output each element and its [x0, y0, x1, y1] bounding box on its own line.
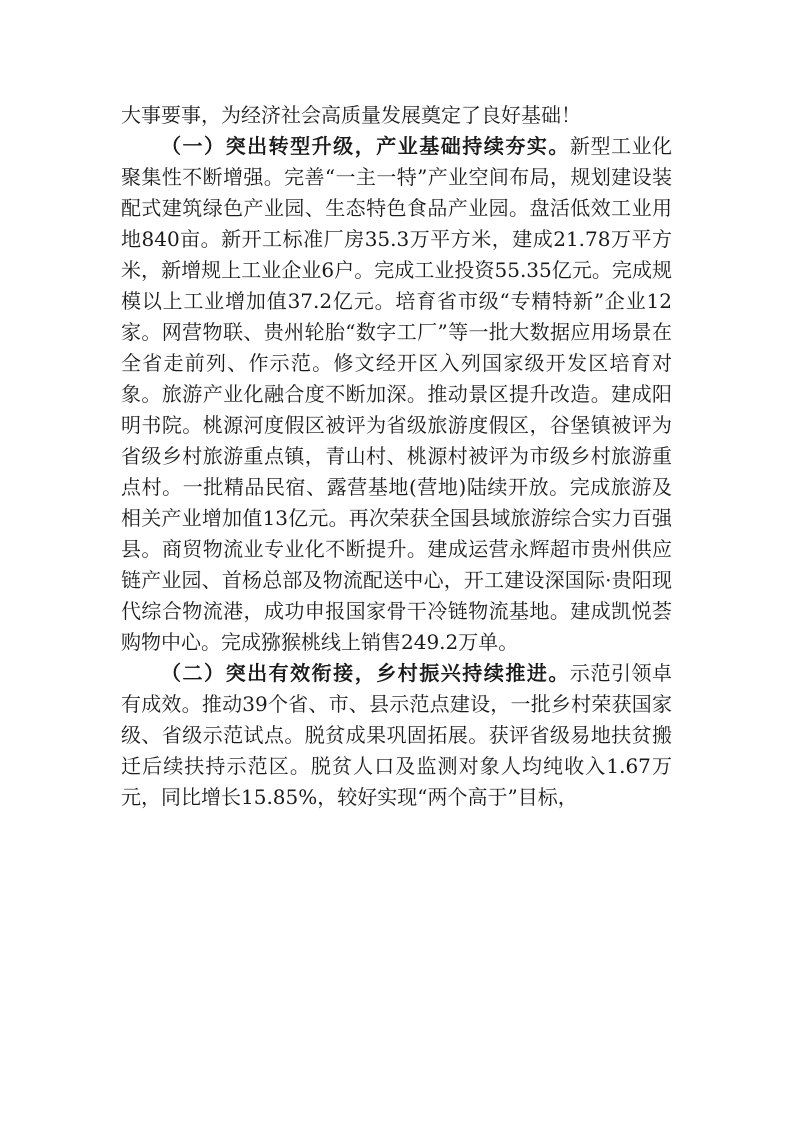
continuation-paragraph: 大事要事，为经济社会高质量发展奠定了良好基础！: [121, 103, 581, 127]
section-1-heading: （一）突出转型升级，产业基础持续夯实。: [161, 134, 570, 158]
section-2-heading: （二）突出有效衔接，乡村振兴持续推进。: [161, 661, 570, 685]
section-1-body: 新型工业化聚集性不断增强。完善“一主一特”产业空间布局，规划建设装配式建筑绿色产业园、生态特色食品产业园。盘活低效工业用地840亩。新开工标准厂房35.3万平方米，建成21.78万平方米，新增规上工业企业6户。完成工业投资55.35亿元。完成规模以上工业增加值37.2亿元。培育省市级“专精特新”企业12家。网营物联、贵州轮胎“数字工厂”等一批大数据应用场景在全省走前列、作示范。修文经开区入列国家级开发区培育对象。旅游产业化融合度不断加深。推动景区提升改造。建成阳明书院。桃源河度假区被评为省级旅游度假区，谷堡镇被评为省级乡村旅游重点镇，青山村、桃源村被评为市级乡村旅游重点村。一批精品民宿、露营基地(营地)陆续开放。完成旅游及相关产业增加值13亿元。再次荣获全国县域旅游综合实力百强县。商贸物流业专业化不断提升。建成运营永辉超市贵州供应链产业园、首杨总部及物流配送中心，开工建设深国际·贵阳现代综合物流港，成功申报国家骨干冷链物流基地。建成凯悦荟购物中心。完成猕猴桃线上销售249.2万单。: [121, 134, 673, 654]
document-body: [121, 100, 672, 813]
section-2-paragraph: [121, 658, 672, 813]
section-2-body: 示范引领卓有成效。推动39个省、市、县示范点建设，一批乡村荣获国家级、省级示范试点。脱贫成果巩固拓展。获评省级易地扶贫搬迁后续扶持示范区。脱贫人口及监测对象人均纯收入1.67万元，同比增长15.85%，较好实现“两个高于”目标，: [121, 661, 673, 809]
section-1-paragraph: [121, 131, 672, 658]
